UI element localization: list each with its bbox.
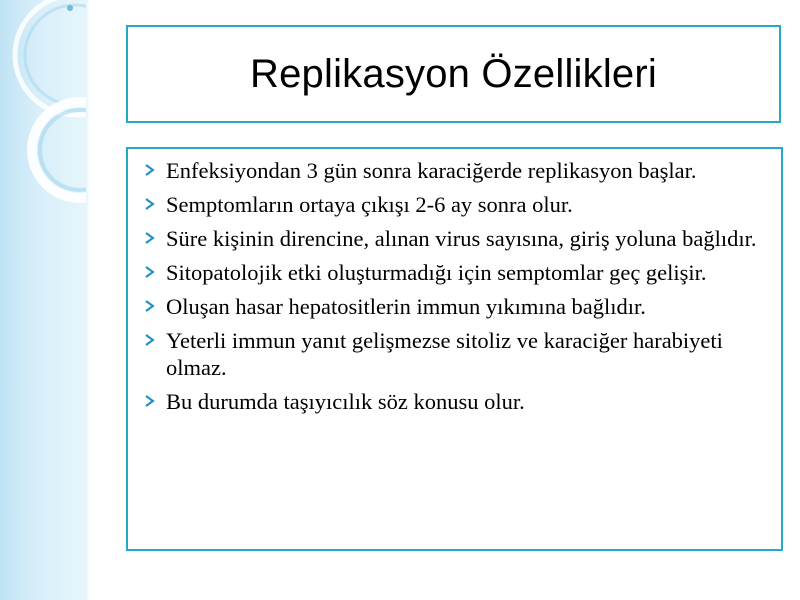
arrow-right-bullet-icon: [144, 265, 156, 279]
bullet-item: [142, 259, 771, 286]
title-box: [126, 25, 781, 123]
bullet-item: [142, 388, 771, 415]
bullet-text: Semptomların ortaya çıkışı 2-6 ay sonra olur.: [166, 192, 573, 217]
arrow-right-bullet-icon: [144, 394, 156, 408]
side-decoration-band: [0, 0, 90, 600]
bullet-item: [142, 327, 771, 381]
bullet-item: [142, 191, 771, 218]
decorative-circles-icon: [0, 0, 90, 240]
arrow-right-bullet-icon: [144, 333, 156, 347]
slide-title: Replikasyon Özellikleri: [250, 51, 657, 96]
bullet-item: [142, 225, 771, 252]
bullet-text: Enfeksiyondan 3 gün sonra karaciğerde replikasyon başlar.: [166, 158, 697, 183]
side-band-edge: [86, 0, 90, 600]
bullet-text: Oluşan hasar hepatositlerin immun yıkımına bağlıdır.: [166, 294, 646, 319]
arrow-right-bullet-icon: [144, 299, 156, 313]
bullet-item: [142, 157, 771, 184]
bullet-item: [142, 293, 771, 320]
arrow-right-bullet-icon: [144, 197, 156, 211]
content-box: [126, 147, 783, 551]
bullet-text: Süre kişinin direncine, alınan virus sayısına, giriş yoluna bağlıdır.: [166, 226, 757, 251]
arrow-right-bullet-icon: [144, 231, 156, 245]
bullet-text: Sitopatolojik etki oluşturmadığı için semptomlar geç gelişir.: [166, 260, 707, 285]
bullet-list: [142, 157, 771, 415]
bullet-text: Bu durumda taşıyıcılık söz konusu olur.: [166, 389, 525, 414]
arrow-right-bullet-icon: [144, 163, 156, 177]
bullet-text: Yeterli immun yanıt gelişmezse sitoliz ve karaciğer harabiyeti olmaz.: [166, 328, 723, 380]
